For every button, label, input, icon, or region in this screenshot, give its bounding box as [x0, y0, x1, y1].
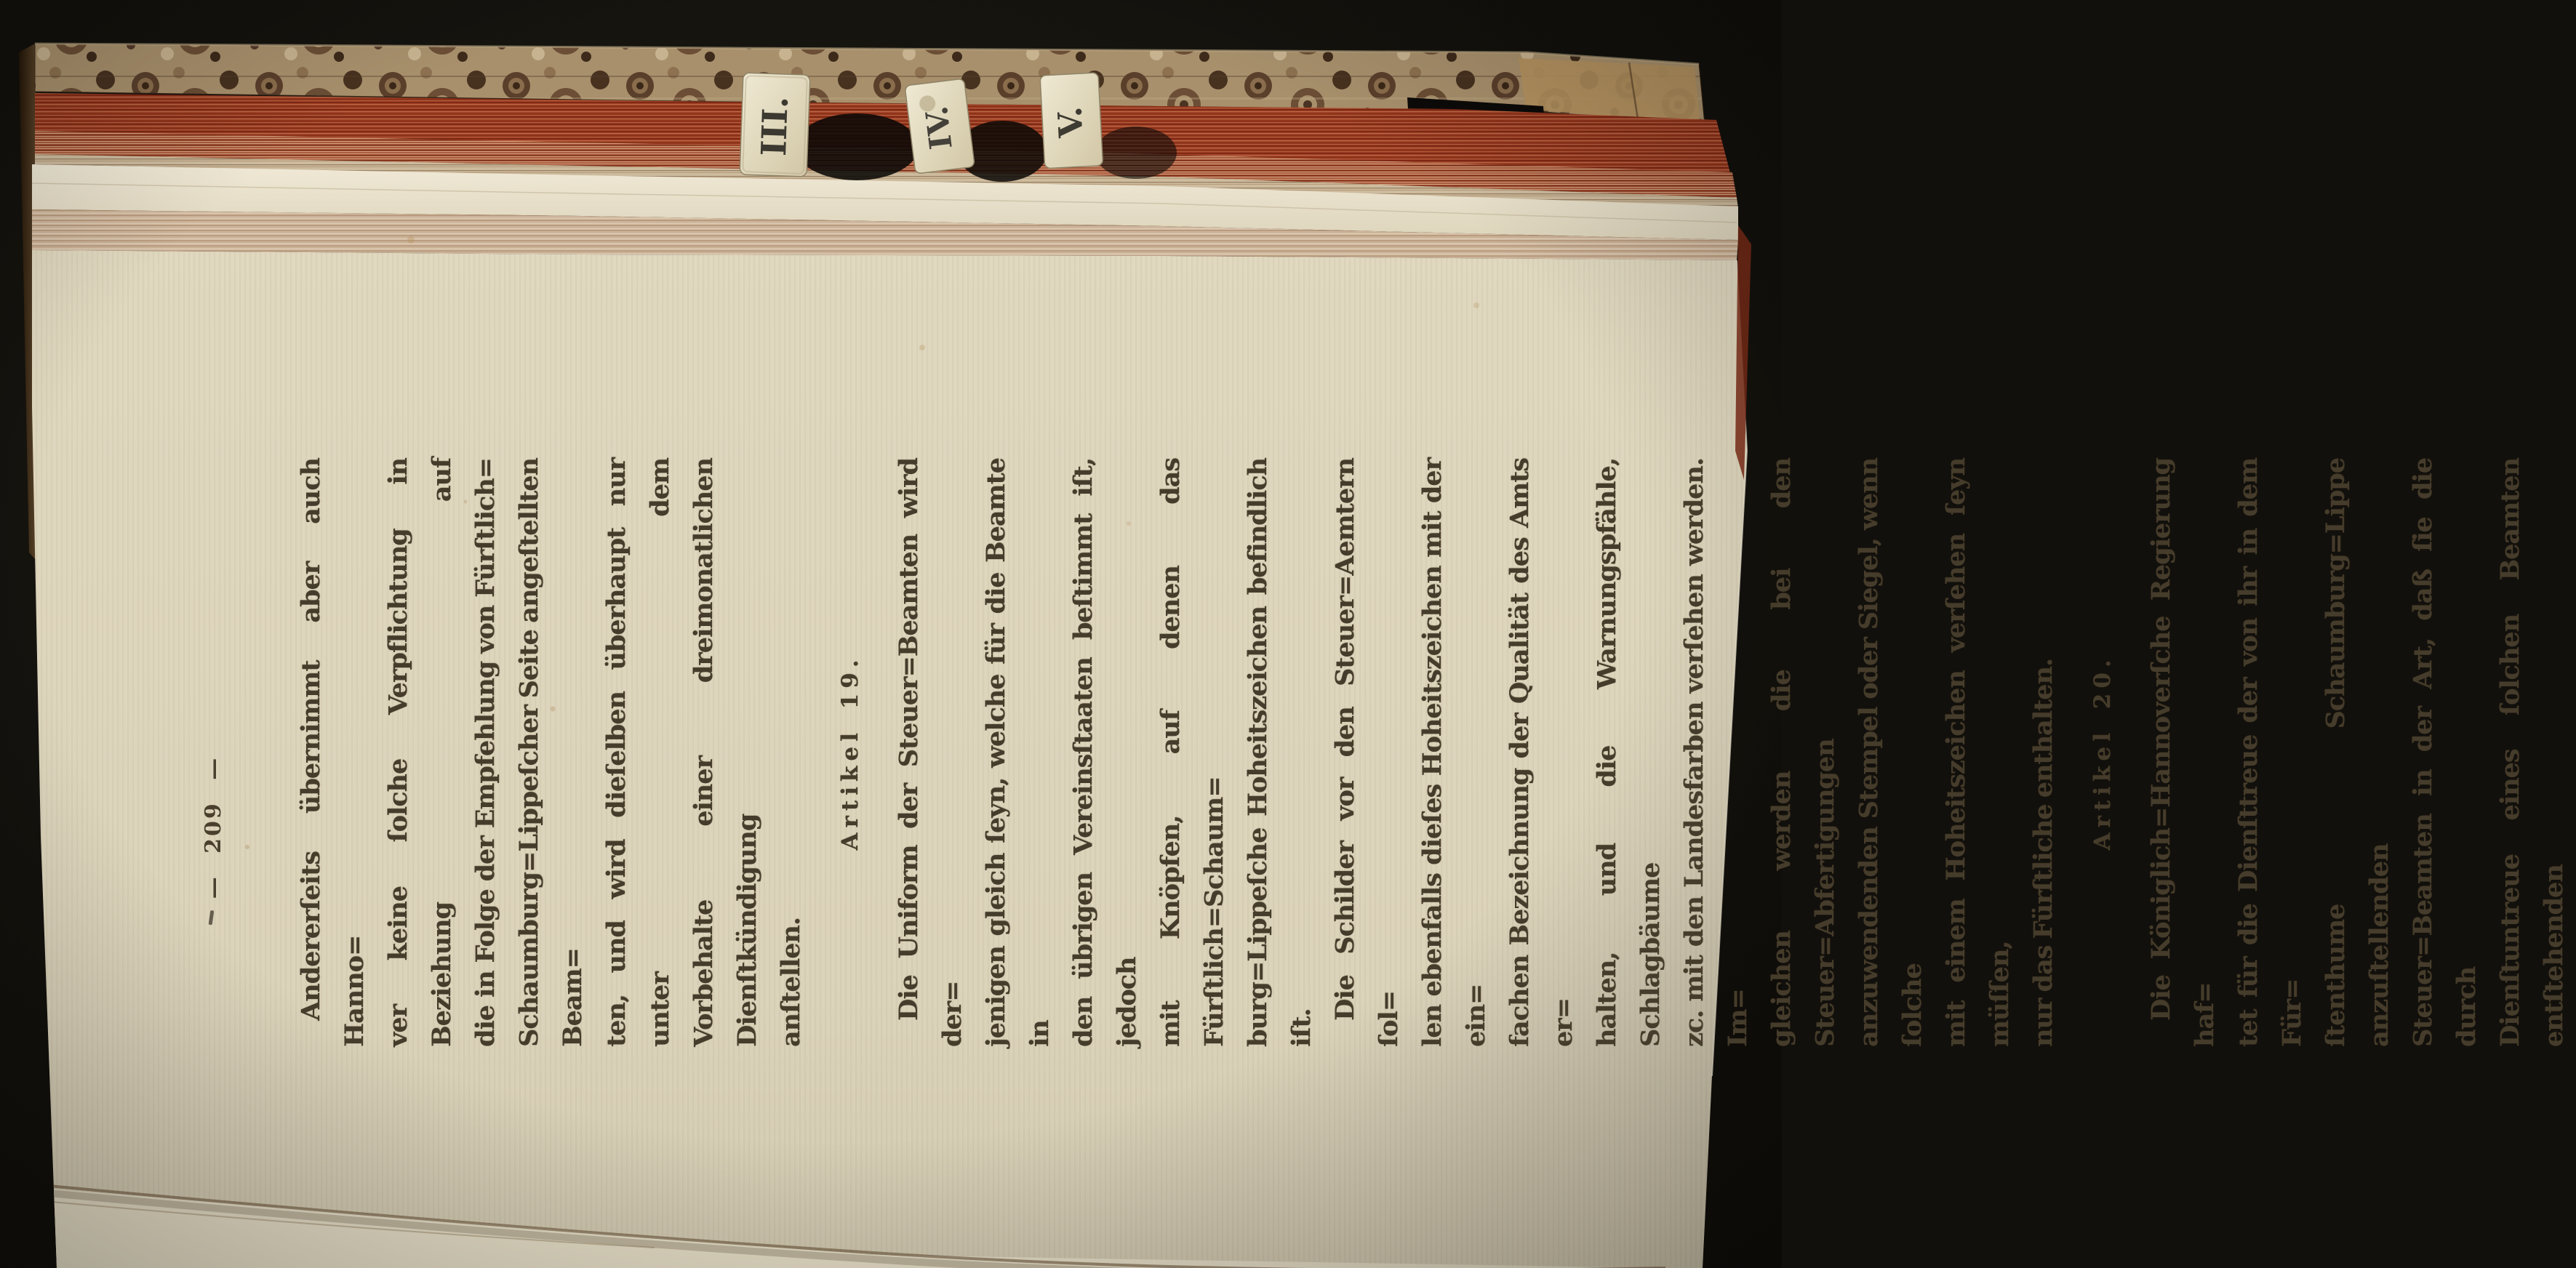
text-line: tet für die Dienſttreue der von ihr in dem Für= — [2233, 458, 2307, 1047]
text-line: burg=Lippeſche Hoheitszeichen befindlich iſt. — [1243, 458, 1316, 1047]
text-line: Artikel 20. — [2089, 654, 2116, 851]
text-line: den übrigen Vereinsſtaaten beſtimmt iſt, jedoch — [1068, 458, 1142, 1047]
body-paragraph — [289, 458, 813, 1047]
text-line: anſtellen. — [776, 917, 806, 1047]
text-line: fachen Bezeichnung der Qualität des Amts er= — [1505, 458, 1578, 1047]
body-paragraph — [1324, 458, 2065, 1047]
text-line: Andererſeits übernimmt aber auch Hanno= — [296, 458, 369, 1047]
article-heading — [2081, 458, 2124, 1047]
article-heading — [828, 458, 872, 1047]
text-line: ver keine ſolche Verpflichtung in Beziehung auf — [383, 458, 457, 1047]
text-line: ſtenthume Schaumburg=Lippe anzuſtellenden — [2321, 458, 2394, 1047]
page-paragraphs — [289, 458, 2576, 1047]
page-column — [188, 458, 2576, 1047]
text-line: Artikel 19. — [837, 654, 863, 851]
page-text-layer — [188, 182, 2569, 1265]
text-line: die in Folge der Empfehlung von Fürſtlich= — [471, 458, 500, 1047]
text-line: jenigen gleich ſeyn, welche für die Beamte in — [981, 458, 1055, 1047]
text-line: Die Königlich=Hannoverſche Regierung haf= — [2146, 458, 2220, 1047]
text-line: mit Knöpfen, auf denen das Fürſtlich=Schaum= — [1156, 458, 1229, 1047]
text-line: zc. mit den Landesfarben verſehen werden. Im= — [1679, 458, 1753, 1047]
text-line: mit einem Hoheitszeichen verſehen ſeyn müſſen, — [1941, 458, 2015, 1047]
text-line: Die Schilder vor den Steuer=Aemtern ſol= — [1330, 458, 1404, 1047]
page-number: — 209 — — [201, 755, 226, 899]
text-line: Schaumburg=Lippeſcher Seite angeſtellten Beam= — [514, 458, 588, 1047]
text-line: len ebenfalls dieſes Hoheitszeichen mit der ein= — [1417, 458, 1491, 1047]
text-line: halten, und die Warnungspfähle, Schlagbäume — [1592, 458, 1665, 1047]
text-line: Die Uniform der Steuer=Beamten wird der= — [894, 458, 967, 1047]
text-line: gleichen werden die bei den Steuer=Abfertigungen — [1767, 458, 1840, 1047]
text-line: nur das Fürſtliche enthalten. — [2028, 658, 2058, 1047]
text-line: Steuer=Beamten in der Art, daß ſie die durch — [2408, 458, 2481, 1047]
text-line: Dienſtuntreue eines ſolchen Beamten entſtehenden — [2495, 458, 2569, 1047]
body-paragraph — [2140, 458, 2576, 1047]
body-paragraph — [887, 458, 1324, 1047]
text-line: anzuwendenden Stempel oder Siegel, wenn ſolche — [1854, 458, 1927, 1047]
text-line: ten, und wird dieſelben überhaupt nur unter dem — [601, 458, 675, 1047]
text-line: Vorbehalte einer dreimonatlichen Dienſtkündigung — [689, 458, 762, 1047]
